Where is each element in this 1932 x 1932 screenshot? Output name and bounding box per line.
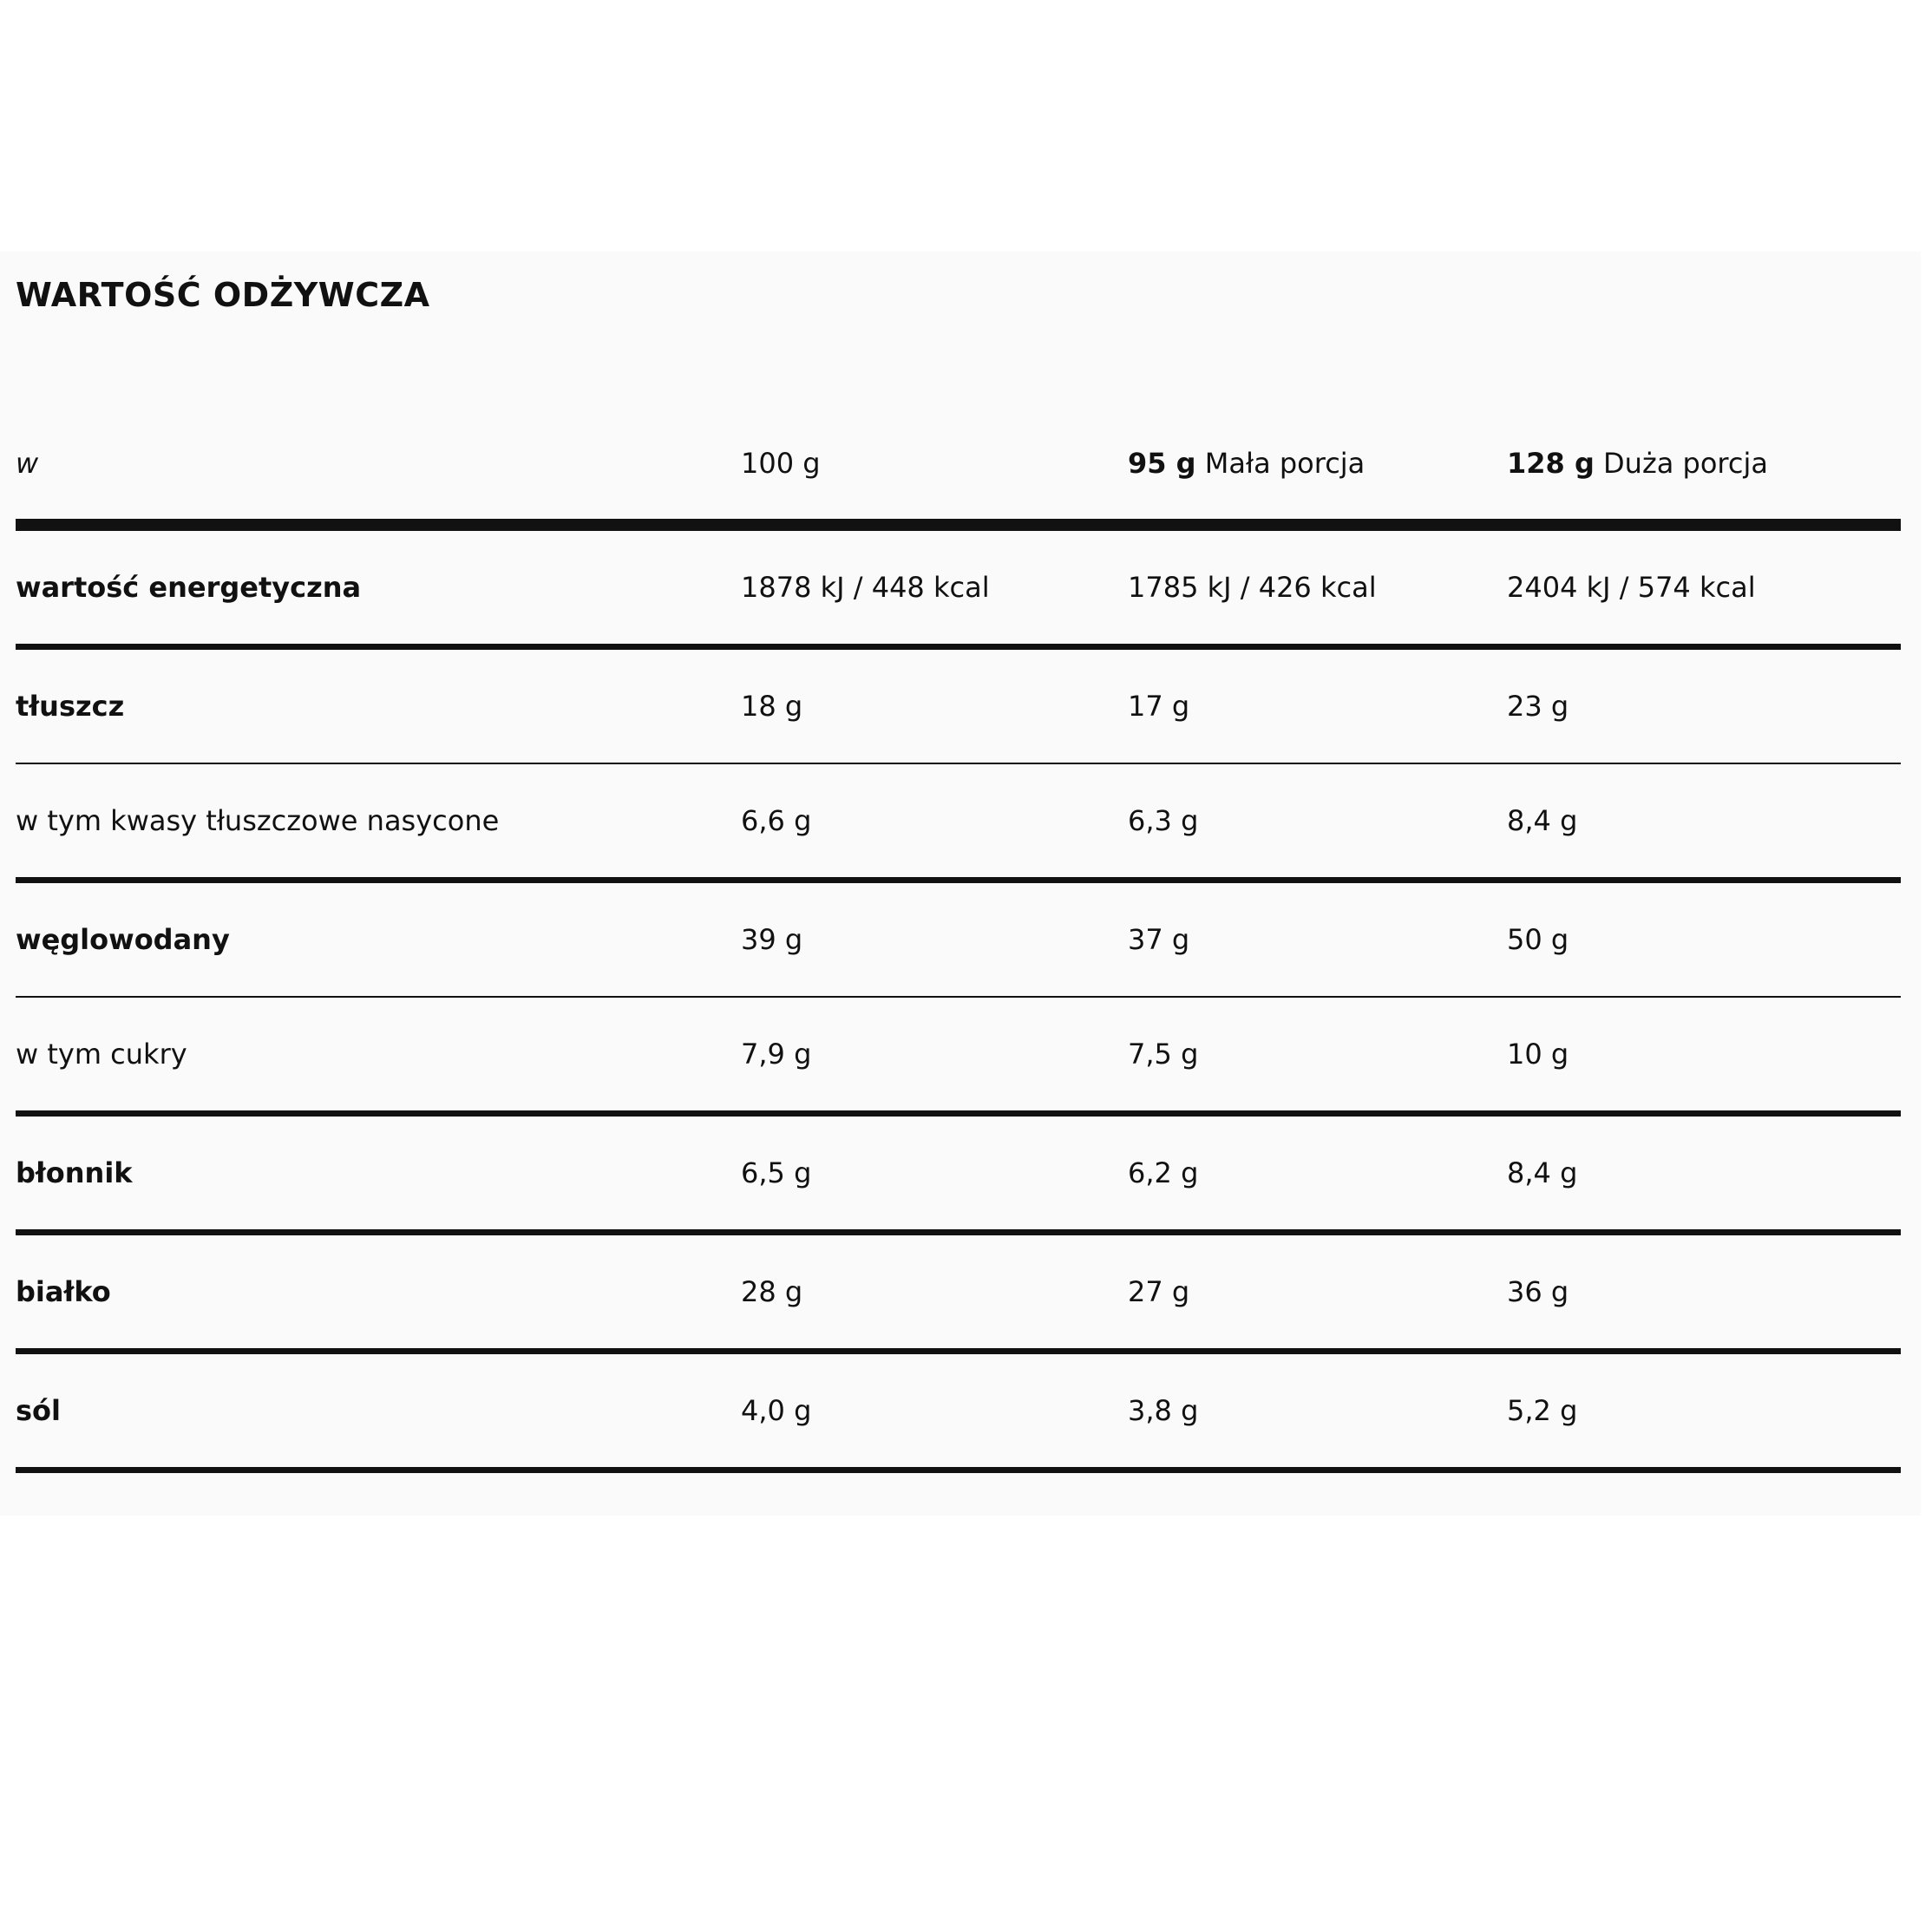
large-portion-amount: 128 g (1507, 447, 1595, 480)
row-value-100g: 7,9 g (741, 1038, 812, 1071)
divider (16, 644, 1901, 650)
row-label: tłuszcz (16, 690, 125, 723)
row-value-large: 50 g (1507, 923, 1569, 956)
header-col-100g: 100 g (741, 447, 821, 480)
row-value-small: 37 g (1128, 923, 1190, 956)
table-row (16, 1235, 1901, 1348)
table-row (16, 883, 1901, 996)
row-value-100g: 4,0 g (741, 1394, 812, 1427)
row-label: w tym cukry (16, 1038, 187, 1071)
row-label: białko (16, 1275, 111, 1308)
row-value-small: 7,5 g (1128, 1038, 1199, 1071)
row-value-small: 6,2 g (1128, 1156, 1199, 1189)
header-col-large-portion (1507, 447, 1901, 480)
divider (16, 1467, 1901, 1473)
table-row (16, 650, 1901, 763)
row-value-large: 2404 kJ / 574 kcal (1507, 571, 1756, 604)
nutrition-table (16, 408, 1901, 1473)
row-value-large: 8,4 g (1507, 804, 1578, 837)
table-row (16, 764, 1901, 877)
divider (16, 1348, 1901, 1354)
table-row (16, 1354, 1901, 1467)
table-row (16, 1117, 1901, 1229)
row-value-large: 5,2 g (1507, 1394, 1578, 1427)
header-label: w (16, 447, 39, 480)
large-portion-name: Duża porcja (1603, 447, 1768, 480)
divider (16, 1229, 1901, 1235)
row-value-100g: 6,5 g (741, 1156, 812, 1189)
small-portion-amount: 95 g (1128, 447, 1196, 480)
row-value-small: 27 g (1128, 1275, 1190, 1308)
row-value-small: 17 g (1128, 690, 1190, 723)
row-value-large: 23 g (1507, 690, 1569, 723)
row-value-large: 10 g (1507, 1038, 1569, 1071)
row-value-100g: 6,6 g (741, 804, 812, 837)
row-value-100g: 28 g (741, 1275, 803, 1308)
row-value-small: 1785 kJ / 426 kcal (1128, 571, 1377, 604)
row-value-100g: 1878 kJ / 448 kcal (741, 571, 990, 604)
table-header-row (16, 408, 1901, 519)
row-label: błonnik (16, 1156, 133, 1189)
row-value-100g: 39 g (741, 923, 803, 956)
row-label: wartość energetyczna (16, 571, 362, 604)
header-col-small-portion (1128, 447, 1507, 480)
divider (16, 519, 1901, 531)
row-label: sól (16, 1394, 61, 1427)
table-row (16, 531, 1901, 644)
divider (16, 877, 1901, 883)
row-value-small: 6,3 g (1128, 804, 1199, 837)
row-value-large: 36 g (1507, 1275, 1569, 1308)
row-label: w tym kwasy tłuszczowe nasycone (16, 804, 500, 837)
row-value-large: 8,4 g (1507, 1156, 1578, 1189)
small-portion-name: Mała porcja (1204, 447, 1365, 480)
nutrition-title: WARTOŚĆ ODŻYWCZA (16, 276, 430, 314)
table-row (16, 998, 1901, 1110)
row-label: węglowodany (16, 923, 230, 956)
row-value-small: 3,8 g (1128, 1394, 1199, 1427)
row-value-100g: 18 g (741, 690, 803, 723)
divider (16, 1110, 1901, 1117)
